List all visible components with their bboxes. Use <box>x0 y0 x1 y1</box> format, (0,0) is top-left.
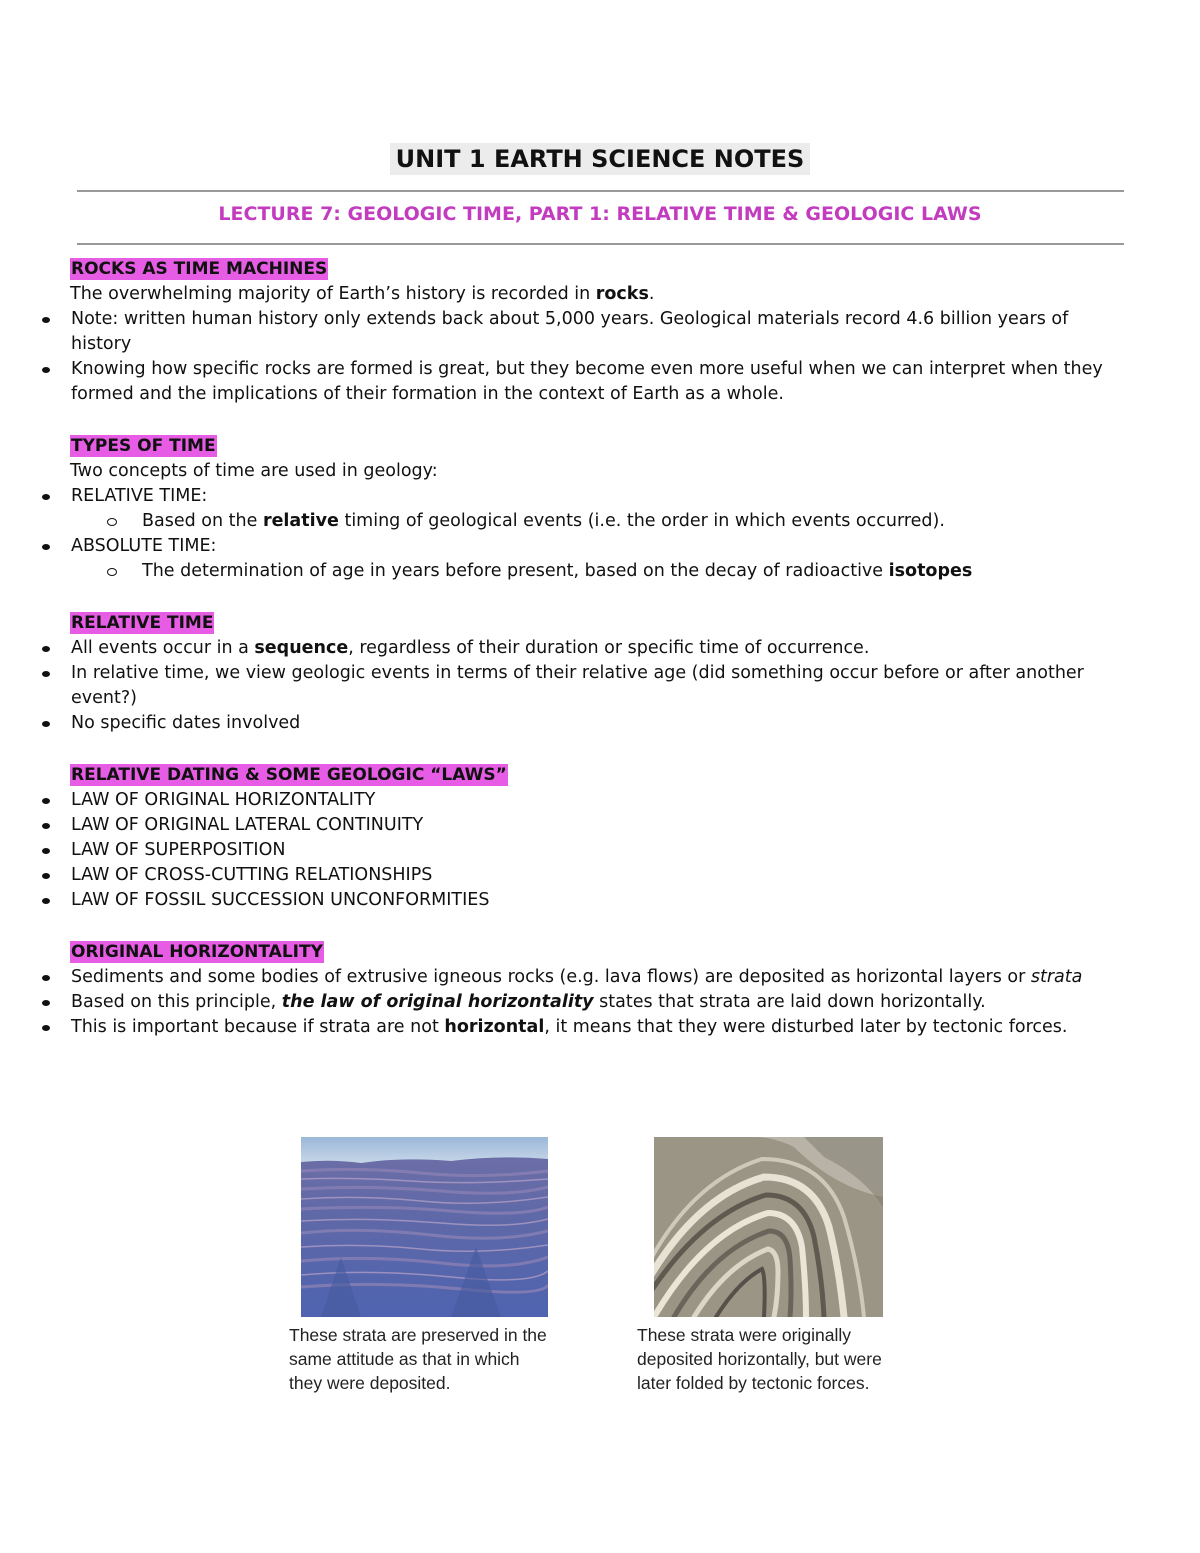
top-divider <box>77 190 1124 192</box>
section-heading: RELATIVE DATING & SOME GEOLOGIC “LAWS” <box>71 765 507 785</box>
document-title: UNIT 1 EARTH SCIENCE NOTES <box>390 143 811 175</box>
section-intro: The overwhelming majority of Earth’s history is recorded in rocks. <box>70 284 655 304</box>
horizontal-strata-photo <box>301 1137 548 1317</box>
list-item: LAW OF CROSS-CUTTING RELATIONSHIPS <box>0 863 1130 888</box>
list-item: RELATIVE TIME: Based on the relative timing of geological events (i.e. the order in which events occurred). <box>0 484 1130 534</box>
bold-term: sequence <box>254 638 349 658</box>
right-photo-caption: These strata were originally deposited horizontally, but were later folded by tectonic forces. <box>637 1325 882 1393</box>
sub-list-item: The determination of age in years before present, based on the decay of radioactive isotopes <box>71 559 1130 584</box>
bottom-divider <box>77 243 1124 245</box>
section-heading: ORIGINAL HORIZONTALITY <box>71 942 323 962</box>
list-item: This is important because if strata are not horizontal, it means that they were disturbed later by tectonic forces. <box>0 1015 1130 1040</box>
section-heading: RELATIVE TIME <box>71 613 214 633</box>
bold-term: isotopes <box>888 561 973 581</box>
section-types-of-time <box>70 432 1130 584</box>
section-rocks <box>70 255 1130 407</box>
notes-body <box>70 255 1130 1040</box>
italic-term: strata <box>1030 967 1083 987</box>
bold-italic-term: the law of original horizontality <box>281 992 594 1012</box>
list-item: In relative time, we view geologic events in terms of their relative age (did something occur before or after another event?) <box>0 661 1130 711</box>
bullet-list <box>0 484 1130 584</box>
list-item: LAW OF ORIGINAL LATERAL CONTINUITY <box>0 813 1130 838</box>
list-item: Based on this principle, the law of original horizontality states that strata are laid down horizontally. <box>0 990 1130 1015</box>
sub-list <box>71 509 1130 534</box>
list-item: LAW OF ORIGINAL HORIZONTALITY <box>0 788 1130 813</box>
section-relative-time <box>70 609 1130 736</box>
bullet-list <box>0 965 1130 1040</box>
sub-list-item: Based on the relative timing of geological events (i.e. the order in which events occurred). <box>71 509 1130 534</box>
list-item: All events occur in a sequence, regardless of their duration or specific time of occurrence. <box>0 636 1130 661</box>
list-item: Sediments and some bodies of extrusive igneous rocks (e.g. lava flows) are deposited as horizontal layers or strata <box>0 965 1130 990</box>
strata-figure <box>285 1133 915 1398</box>
section-geologic-laws <box>70 761 1130 913</box>
list-item: Note: written human history only extends back about 5,000 years. Geological materials record 4.6 billion years of history <box>0 307 1130 357</box>
title-container <box>0 143 1200 175</box>
list-item: LAW OF SUPERPOSITION <box>0 838 1130 863</box>
section-heading: TYPES OF TIME <box>71 436 216 456</box>
bold-term: relative <box>262 511 339 531</box>
lecture-title: LECTURE 7: GEOLOGIC TIME, PART 1: RELATIVE TIME & GEOLOGIC LAWS <box>218 203 982 225</box>
section-original-horizontality <box>70 938 1130 1040</box>
bold-term: horizontal <box>444 1017 545 1037</box>
list-item: No specific dates involved <box>0 711 1130 736</box>
list-item: ABSOLUTE TIME: The determination of age in years before present, based on the decay of radioactive isotopes <box>0 534 1130 584</box>
bullet-list <box>0 307 1130 407</box>
left-photo-caption: These strata are preserved in the same attitude as that in which they were deposited. <box>289 1325 547 1393</box>
list-item: Knowing how specific rocks are formed is great, but they become even more useful when we can interpret when they formed and the implications of their formation in the context of Earth as a whole. <box>0 357 1130 407</box>
sub-list <box>71 559 1130 584</box>
bullet-list <box>0 788 1130 913</box>
section-heading: ROCKS AS TIME MACHINES <box>71 259 328 279</box>
list-item: LAW OF FOSSIL SUCCESSION UNCONFORMITIES <box>0 888 1130 913</box>
section-intro: Two concepts of time are used in geology: <box>70 461 438 481</box>
bullet-list <box>0 636 1130 736</box>
bold-term: rocks <box>595 284 649 304</box>
folded-strata-photo <box>654 1137 883 1317</box>
